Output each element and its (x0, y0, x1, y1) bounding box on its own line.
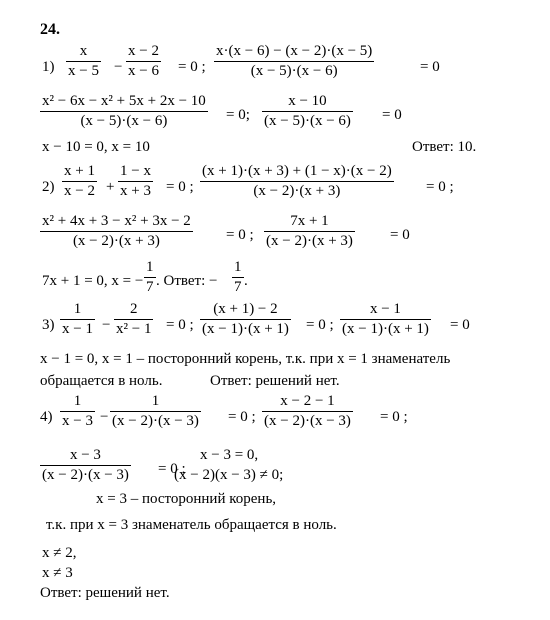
p4-condition-1: x ≠ 2, (42, 545, 77, 561)
p4-system-line-2: (x − 2)(x − 3) ≠ 0; (174, 467, 284, 483)
p4-reason: т.к. при x = 3 знаменатель обращается в ноль. (46, 517, 337, 533)
p4-fraction-2: 1 (x − 2)·(x − 3) (112, 393, 199, 429)
p3-explanation-line-2: обращается в ноль. (40, 373, 163, 389)
p4-extraneous-root: x = 3 – посторонний корень, (96, 491, 277, 507)
p1-fraction-3: x·(x − 6) − (x − 2)·(x − 5) (x − 5)·(x − 6) (216, 43, 373, 79)
p1-minus: − (114, 59, 123, 75)
p3-answer: Ответ: решений нет. (210, 373, 340, 389)
p1-eq-zero-c: = 0; (226, 107, 250, 123)
p4-fraction-3: x − 2 − 1 (x − 2)·(x − 3) (264, 393, 351, 429)
p4-condition-2: x ≠ 3 (42, 565, 73, 581)
p2-eq-zero-c: = 0 ; (226, 227, 254, 243)
p2-fraction-5: 7x + 1 (x − 2)·(x + 3) (266, 213, 353, 249)
p2-solution-fraction: 1 7 (146, 259, 154, 295)
p2-fraction-4: x² + 4x + 3 − x² + 3x − 2 (x − 2)·(x + 3) (42, 213, 191, 249)
p3-eq-zero-a: = 0 ; (166, 317, 194, 333)
p3-fraction-3: (x + 1) − 2 (x − 1)·(x + 1) (202, 301, 289, 337)
p1-answer: Ответ: 10. (412, 139, 477, 155)
p2-eq-zero-b: = 0 ; (426, 179, 454, 195)
p3-explanation-line-1: x − 1 = 0, x = 1 – посторонний корень, т.к. при x = 1 знаменатель (40, 351, 451, 367)
p4-fraction-4: x − 3 (x − 2)·(x − 3) (42, 447, 129, 483)
p2-plus: + (106, 179, 115, 195)
p1-fraction-2: x − 2 x − 6 (128, 43, 159, 79)
part-4-label: 4) (40, 409, 53, 425)
p4-answer: Ответ: решений нет. (40, 585, 170, 601)
p4-minus: − (100, 409, 109, 425)
part-2-label: 2) (42, 179, 55, 195)
p2-solution-text-c: . (244, 273, 248, 289)
p1-fraction-4: x² − 6x − x² + 5x + 2x − 10 (x − 5)·(x − 6) (42, 93, 206, 129)
p3-eq-zero-b: = 0 ; (306, 317, 334, 333)
p2-answer-fraction: 1 7 (234, 259, 242, 295)
p2-eq-zero-d: = 0 (390, 227, 410, 243)
p4-eq-zero-b: = 0 ; (380, 409, 408, 425)
p3-fraction-2: 2 x² − 1 (116, 301, 152, 337)
p3-minus: − (102, 317, 111, 333)
p2-solution-text-a: 7x + 1 = 0, x = − (42, 273, 144, 289)
p1-fraction-1: x x − 5 (68, 43, 99, 79)
p1-eq-zero-a: = 0 ; (178, 59, 206, 75)
problem-number: 24. (40, 21, 60, 38)
p2-fraction-2: 1 − x x + 3 (120, 163, 151, 199)
p4-eq-zero-c: = 0 ; (158, 461, 186, 477)
p1-solution: x − 10 = 0, x = 10 (42, 139, 150, 155)
p3-fraction-4: x − 1 (x − 1)·(x + 1) (342, 301, 429, 337)
p1-eq-zero-d: = 0 (382, 107, 402, 123)
p4-system-line-1: x − 3 = 0, (200, 447, 259, 463)
part-1-label: 1) (42, 59, 55, 75)
p3-eq-zero-c: = 0 (450, 317, 470, 333)
p2-fraction-3: (x + 1)·(x + 3) + (1 − x)·(x − 2) (x − 2)·(x + 3) (202, 163, 392, 199)
p3-fraction-1: 1 x − 1 (62, 301, 93, 337)
p4-fraction-1: 1 x − 3 (62, 393, 93, 429)
p2-solution-text-b: . Ответ: − (156, 273, 218, 289)
p2-eq-zero-a: = 0 ; (166, 179, 194, 195)
p2-fraction-1: x + 1 x − 2 (64, 163, 95, 199)
p1-eq-zero-b: = 0 (420, 59, 440, 75)
p4-eq-zero-a: = 0 ; (228, 409, 256, 425)
p1-fraction-5: x − 10 (x − 5)·(x − 6) (264, 93, 351, 129)
part-3-label: 3) (42, 317, 55, 333)
